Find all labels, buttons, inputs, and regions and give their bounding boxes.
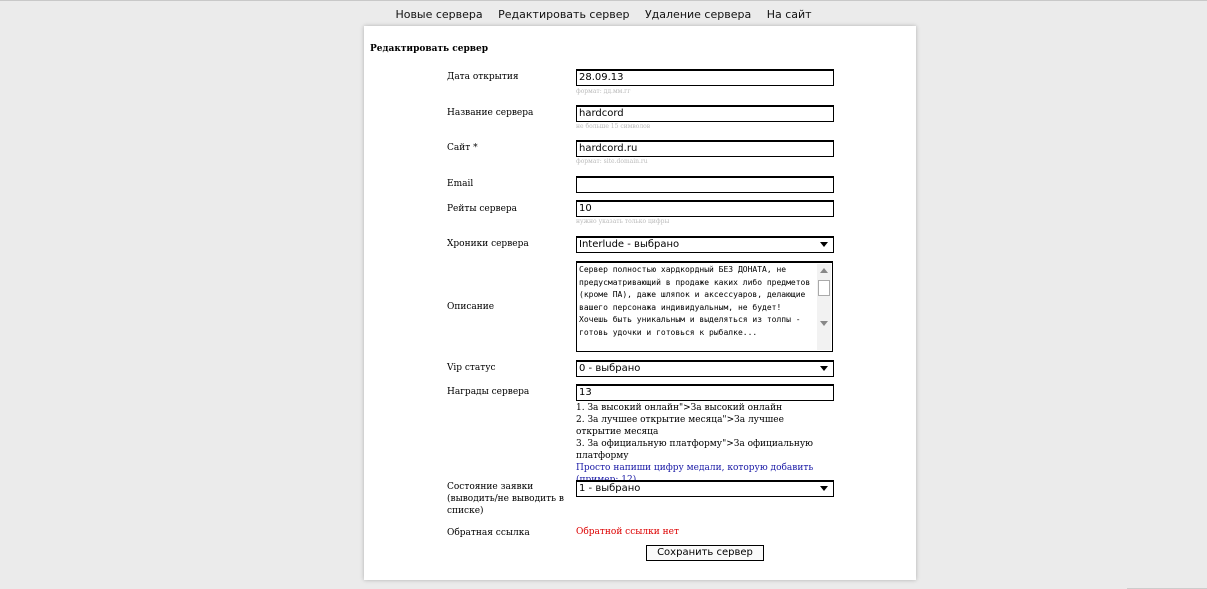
award-line-3: 3. За официальную платформу">За официальную платформу	[576, 439, 813, 461]
status-label: Состояние заявки (выводить/не выводить в списке)	[447, 482, 564, 516]
nav-new-servers[interactable]: Новые сервера	[395, 8, 483, 21]
awards-info	[576, 402, 826, 486]
chevron-down-icon	[820, 486, 828, 491]
chronicles-select[interactable]	[576, 236, 834, 253]
description-text: Сервер полностью хардкордный БЕЗ ДОНАТА, не предусматривающий в продаже каких либо предметов (кроме ПА), даже шляпок и аксессуаров, делающие вашего персонажа индивидуальным, не будет! Хочешь быть уникальным и выделяться из толпы - готовь удочки и готовься к рыбалке...	[579, 265, 811, 337]
nav-edit-server[interactable]: Редактировать сервер	[498, 8, 630, 21]
rates-hint: нужно указать только цифры	[576, 218, 670, 225]
award-line-1: 1. За высокий онлайн">За высокий онлайн	[576, 403, 783, 413]
status-selected: 1 - выбрано	[579, 483, 641, 494]
vip-label: Vip статус	[447, 363, 496, 373]
vip-select[interactable]	[576, 360, 834, 377]
site-label: Сайт *	[447, 143, 478, 153]
email-label: Email	[447, 179, 474, 189]
description-textarea[interactable]	[576, 261, 833, 352]
description-scrollbar[interactable]	[817, 264, 831, 350]
rates-label: Рейты сервера	[447, 204, 518, 214]
backlink-status: Обратной ссылки нет	[576, 527, 679, 537]
chevron-down-icon	[820, 242, 828, 247]
email-input[interactable]	[576, 176, 834, 193]
site-hint: формат: site.domain.ru	[576, 158, 648, 165]
server-name-label: Название сервера	[447, 108, 534, 118]
awards-input[interactable]: 13	[576, 384, 834, 401]
chronicles-selected: Interlude - выбрано	[579, 239, 680, 250]
scroll-thumb[interactable]	[818, 280, 830, 296]
description-label: Описание	[447, 302, 495, 312]
awards-label: Награды сервера	[447, 387, 530, 397]
award-line-2: 2. За лучшее открытие месяца">За лучшее открытие месяца	[576, 415, 784, 437]
open-date-hint: формат: дд.мм.гг	[576, 88, 631, 95]
rates-input[interactable]: 10	[576, 200, 834, 217]
open-date-label: Дата открытия	[447, 72, 519, 82]
save-server-button[interactable]: Сохранить сервер	[646, 545, 764, 561]
awards-note: Просто напиши цифру медали, которую добавить	[576, 463, 814, 473]
vip-selected: 0 - выбрано	[579, 363, 641, 374]
scroll-down-icon[interactable]	[820, 321, 828, 326]
status-select[interactable]	[576, 480, 834, 497]
top-nav	[0, 8, 1207, 21]
nav-delete-server[interactable]: Удаление сервера	[644, 8, 752, 21]
site-input[interactable]: hardcord.ru	[576, 140, 834, 157]
scroll-up-icon[interactable]	[820, 268, 828, 273]
open-date-input[interactable]: 28.09.13	[576, 69, 834, 86]
chevron-down-icon	[820, 366, 828, 371]
server-name-input[interactable]: hardcord	[576, 105, 834, 122]
edit-server-panel	[364, 26, 916, 580]
chronicles-label: Хроники сервера	[447, 239, 529, 249]
server-name-hint: не больше 15 символов	[576, 123, 651, 130]
nav-to-site[interactable]: На сайт	[766, 8, 812, 21]
page-title: Редактировать сервер	[370, 44, 489, 54]
backlink-label: Обратная ссылка	[447, 528, 530, 538]
